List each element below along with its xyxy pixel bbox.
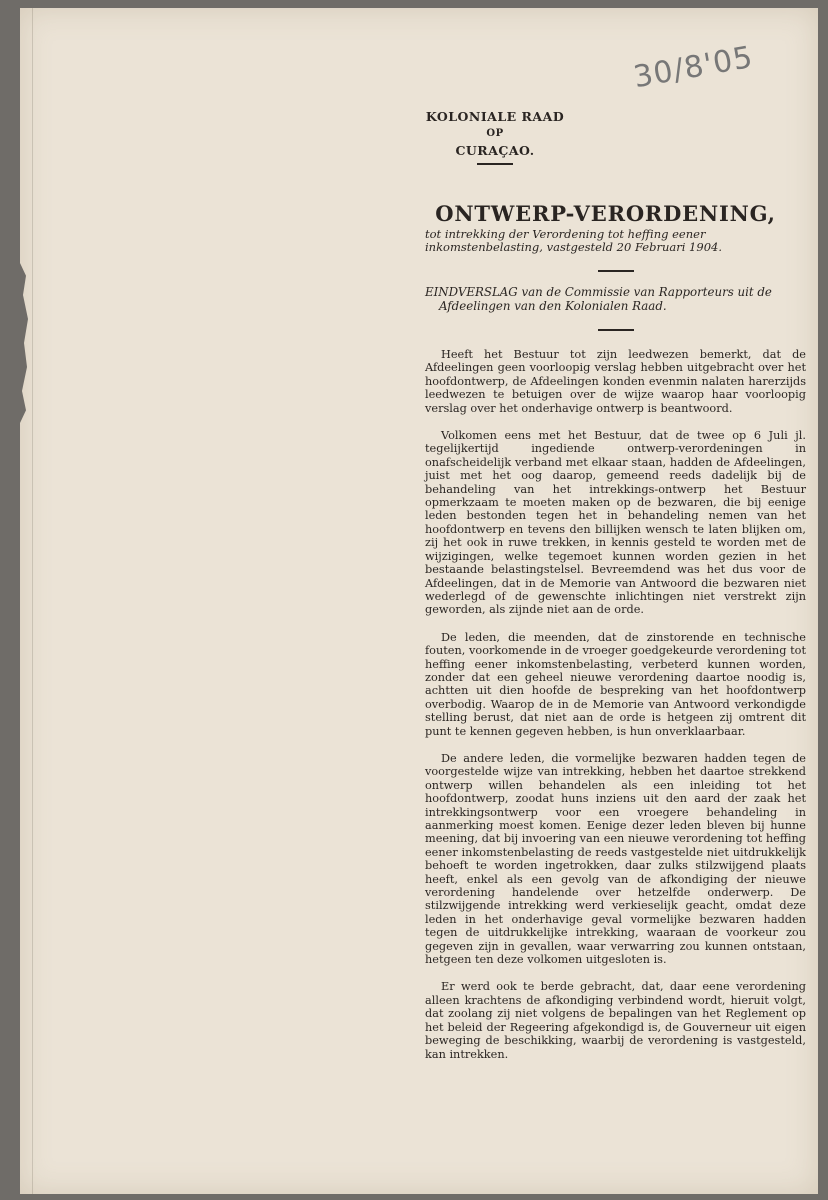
report-divider xyxy=(598,329,634,331)
paragraph: De andere leden, die vormelijke bezwaren hadden tegen de voorgestelde wijze van intrekking, hebben het daartoe strekkend ontwerp willen behandelen als een inleiding tot het hoofdontwerp, zoodat huns inziens uit den aard der zaak het intrekkingsontwerp voor een vroegere behandeling in aanmerking moest komen. Eenige dezer leden bleven bij hunne meening, dat bij invoering van een nieuwe verordening tot heffing eener inkomstenbelasting de reeds vastgestelde niet uitdrukkelijk behoeft te worden ingetrokken, daar zulks stilzwijgend plaats heeft, enkel als een gevolg van de afkondiging der nieuwe verordening handelende over hetzelfde onderwerp. De stilzwijgende intrekking werd verkieselijk geacht, omdat deze leden in het onderhavige geval vormelijke bezwaren hadden tegen de uitdrukkelijke intrekking, waaraan de voorkeur zou gegeven zijn in gevallen, waar verwarring zou kunnen ontstaan, hetgeen ten deze volkomen uitgesloten is. xyxy=(425,751,806,967)
report-body xyxy=(425,348,806,1075)
council-name: KOLONIALE RAAD xyxy=(425,109,565,124)
letterhead xyxy=(425,108,806,165)
paragraph: Volkomen eens met het Bestuur, dat de twee op 6 Juli jl. tegelijkertijd ingediende ontwerp-verordeningen in onafscheidelijk verband met elkaar staan, hadden de Afdeelingen, juist met het oog daarop, gemeend reeds dadelijk bij de behandeling van het intrekkings-ontwerp het Bestuur opmerkzaam te moeten maken op de bezwaren, die bij eenige leden bestonden tegen het in behandeling nemen van het hoofdontwerp en tevens den billijken wensch te laten blijken om, zij het ook in ruwe trekken, in kennis gesteld te worden met de wijzigingen, welke tegemoet kunnen worden gezien in het bestaande belastingstelsel. Bevreemdend was het dus voor de Afdeelingen, dat in de Memorie van Antwoord die bezwaren niet wederlegd of de gewenschte inlichtingen niet verstrekt zijn geworden, als zijnde niet aan de orde. xyxy=(425,429,806,617)
title-divider xyxy=(598,270,634,272)
document-title: ONTWERP-VERORDENING, xyxy=(435,201,776,226)
report-heading-block xyxy=(425,286,806,331)
handwritten-note-text: 30/8'05 xyxy=(630,39,756,96)
handwritten-note xyxy=(631,40,756,95)
paragraph: Er werd ook te berde gebracht, dat, daar eene verordening alleen krachtens de afkondiging verbindend wordt, hieruit volgt, dat zoolang zij niet volgens de bepalingen van het Reglement op het beleid der Regeering afgekondigd is, de Gouverneur uit eigen beweging de beschikking, waarbij de verordening is vastgesteld, kan intrekken. xyxy=(425,980,806,1061)
header-divider xyxy=(477,163,513,165)
paragraph: Heeft het Bestuur tot zijn leedwezen bemerkt, dat de Afdeelingen geen voorloopig verslag hebben uitgebracht over het hoofdontwerp, de Afdeelingen konden evenmin nalaten harerzijds leedwezen te betuigen over de wijze waarop haar voorloopig verslag over het onderhavige ontwerp is beantwoord. xyxy=(425,348,806,415)
report-heading: EINDVERSLAG van de Commissie van Rapporteurs uit de Afdeelingen van den Kolonialen Raad. xyxy=(425,285,772,313)
torn-edge xyxy=(20,263,30,423)
title-block xyxy=(425,201,806,272)
council-location: CURAÇAO. xyxy=(455,143,535,158)
paragraph: De leden, die meenden, dat de zinstorende en technische fouten, voorkomende in de vroeger goedgekeurde verordening tot heffing eener inkomstenbelasting, verbeterd kunnen worden, zonder dat een geheel nieuwe verordening daartoe noodig is, achtten uit dien hoofde de bespreking van het hoofdontwerp overbodig. Waarop de in de Memorie van Antwoord verkondigde stelling berust, dat niet aan de orde is hetgeen zij omtrent dit punt te kennen gegeven hebben, is hun onverklaarbaar. xyxy=(425,630,806,738)
document-page xyxy=(20,8,818,1194)
document-subtitle: tot intrekking der Verordening tot heffing eener inkomstenbelasting, vastgesteld 20 Februari 1904. xyxy=(425,227,722,254)
page-fold-line xyxy=(32,8,33,1194)
council-preposition: OP xyxy=(486,128,504,139)
